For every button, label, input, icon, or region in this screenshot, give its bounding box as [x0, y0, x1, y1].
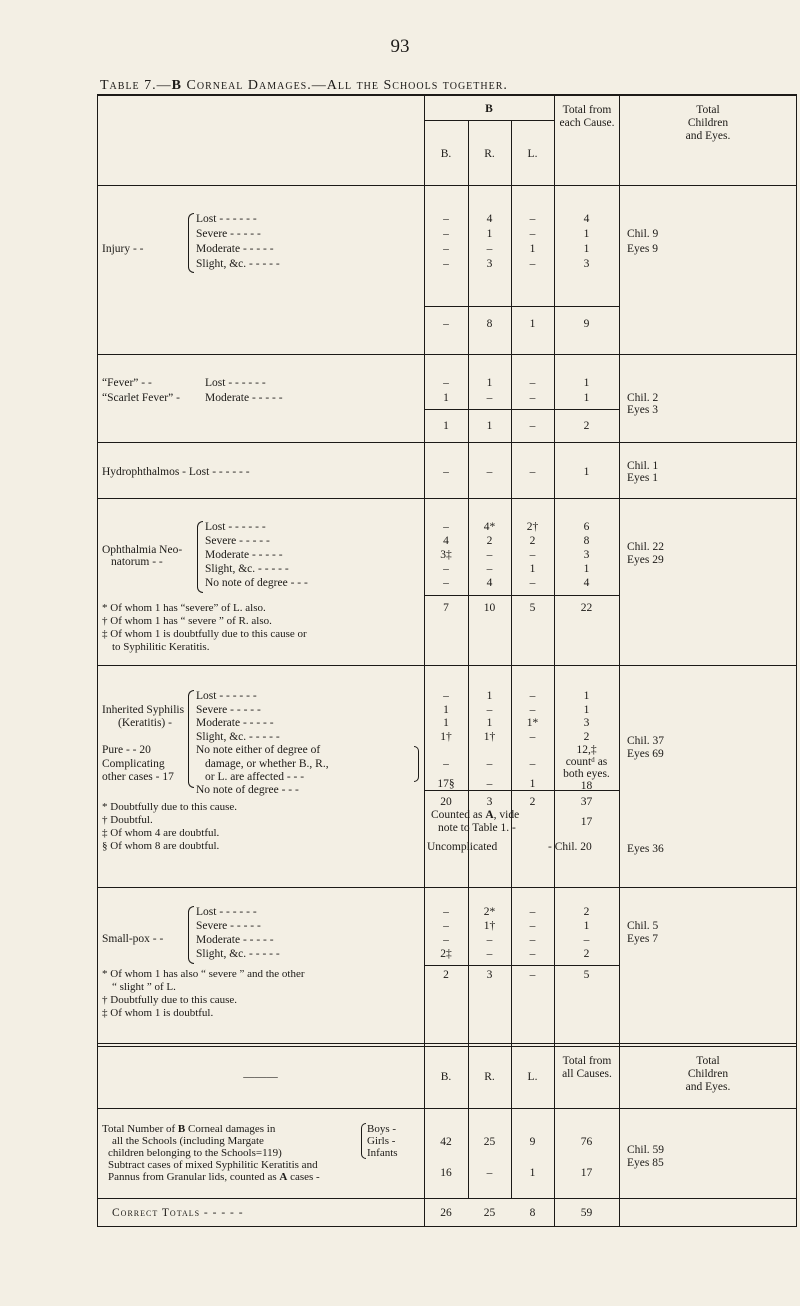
ophth-tot-1: 6 [583, 521, 590, 533]
ophth-sum-b: 7 [443, 602, 449, 614]
correct-total-r: 25 [483, 1207, 496, 1219]
hydro-b: – [443, 466, 449, 478]
totals-line-1b: Corneal damages in [188, 1123, 276, 1135]
syph-section-rule [97, 887, 797, 888]
totals-line-5b: cases - [290, 1171, 320, 1183]
footer-total-children: Total Children and Eyes. [685, 1055, 731, 1093]
injury-brace [188, 213, 194, 273]
smallpox-r-1: 2* [483, 906, 496, 918]
smallpox-tot-4: 2 [583, 948, 590, 960]
syph-r-3: 1 [486, 717, 493, 729]
fever-r-2: – [486, 392, 493, 404]
smallpox-label: Small-pox - - [102, 933, 164, 945]
injury-row-lost: Lost - - - - - - [196, 213, 257, 225]
syph-counted-text: Counted as [431, 809, 483, 821]
ophth-row-nonote: No note of degree - - - [205, 577, 308, 589]
smallpox-r-2: 1† [483, 920, 496, 932]
ophth-section-rule [97, 665, 797, 666]
header-sub-rule [424, 120, 554, 121]
table-title [100, 78, 760, 94]
col-divider-br [468, 120, 469, 1198]
syph-note-1: * Doubtfully due to this cause. [102, 801, 238, 813]
fever-eyes: Eyes 3 [627, 404, 658, 416]
correct-total-all: 59 [580, 1207, 593, 1219]
totals-line-2: all the Schools (including Margate [112, 1135, 264, 1147]
fever-sum-r: 1 [486, 420, 493, 432]
smallpox-l-2: – [529, 920, 536, 932]
totals-eyes: Eyes 85 [627, 1157, 664, 1169]
smallpox-row-severe: Severe - - - - - [196, 920, 261, 932]
syph-children: Chil. 37 [627, 735, 665, 747]
syph-b-2: 1 [443, 704, 449, 716]
totals-bgi-brace [361, 1123, 366, 1159]
injury-l-4: – [529, 258, 536, 270]
ophth-b-2: 4 [443, 535, 449, 547]
syph-note-2: † Doubtful. [102, 814, 153, 826]
syph-row-severe: Severe - - - - - [196, 704, 261, 716]
syph-sum-l: 2 [529, 796, 536, 808]
hydro-r: – [486, 466, 493, 478]
totals-line-1-symbol: B [177, 1123, 186, 1135]
page-number: 93 [390, 36, 410, 57]
totals-line-4: Subtract cases of mixed Syphilitic Keratitis and [108, 1159, 318, 1171]
injury-children: Chil. 9 [627, 228, 659, 240]
syph-b-1: – [443, 690, 449, 702]
ophth-label: Ophthalmia Neo- [102, 544, 183, 556]
smallpox-b-2: – [443, 920, 449, 932]
injury-b-2: – [443, 228, 449, 240]
smallpox-tot-1: 2 [583, 906, 590, 918]
syph-counted-vide: , vide [493, 809, 520, 821]
smallpox-brace [188, 906, 194, 964]
hydro-section-rule [97, 498, 797, 499]
fever-row-lost: Lost - - - - - - [205, 377, 266, 389]
syph-l-3: 1* [526, 717, 539, 729]
ophth-note-4: to Syphilitic Keratitis. [112, 641, 210, 653]
fever-label: “Fever” - - [102, 377, 152, 389]
injury-tot-4: 3 [583, 258, 590, 270]
ophth-row-slight: Slight, &c. - - - - - [205, 563, 289, 575]
smallpox-children: Chil. 5 [627, 920, 659, 932]
syph-tot-2: 1 [583, 704, 590, 716]
ophth-l-4: 1 [529, 563, 536, 575]
header-col-r: R. [484, 148, 495, 160]
syph-b-3: 1 [443, 717, 449, 729]
ophth-brace [197, 521, 203, 593]
footer-header-rule [97, 1108, 797, 1109]
fever-r-1: 1 [486, 377, 493, 389]
injury-r-4: 3 [486, 258, 493, 270]
ophth-sum-r: 10 [483, 602, 496, 614]
syph-l-5: – [529, 758, 536, 770]
totals-line-5a: Pannus from Granular lids, counted as [108, 1171, 277, 1183]
injury-b-3: – [443, 243, 449, 255]
injury-row-moderate: Moderate - - - - - [196, 243, 274, 255]
ophth-note-1: * Of whom 1 has “severe” of L. also. [102, 602, 266, 614]
ophth-label-2: natorum - - [111, 556, 163, 568]
hydro-tot: 1 [583, 466, 590, 478]
ophth-b-4: – [443, 563, 449, 575]
syph-tot-5: 12,‡ [576, 744, 597, 756]
injury-r-2: 1 [486, 228, 493, 240]
injury-eyes: Eyes 9 [627, 243, 658, 255]
totals-line-3: children belonging to the Schools=119) [108, 1147, 282, 1159]
title-text: Corneal Damages.—All the Schools together. [186, 78, 508, 93]
ophth-tot-3: 3 [583, 549, 590, 561]
ophth-b-3: 3‡ [440, 549, 452, 561]
fever-sum-rule [424, 409, 619, 410]
syph-brace [188, 690, 194, 788]
smallpox-sum-total: 5 [583, 969, 590, 981]
footer-total-causes: Total from all Causes. [562, 1055, 612, 1080]
totals-line-1 [102, 1123, 275, 1135]
syph-uncomplicated: Uncomplicated [427, 841, 498, 853]
totals-row2-l: 1 [529, 1167, 536, 1179]
syph-sum-b: 20 [440, 796, 452, 808]
ophth-tot-2: 8 [583, 535, 590, 547]
hydro-children: Chil. 1 [627, 460, 659, 472]
ophth-note-2: † Of whom 1 has “ severe ” of R. also. [102, 615, 272, 627]
injury-sum-b: – [443, 318, 449, 330]
smallpox-l-1: – [529, 906, 536, 918]
syph-row-nonote-degree: No note of degree - - - [196, 784, 299, 796]
ophth-tot-4: 1 [583, 563, 590, 575]
injury-tot-2: 1 [583, 228, 590, 240]
syph-r-1: 1 [486, 690, 493, 702]
injury-sum-total: 9 [583, 318, 590, 330]
totals-row2-total: 17 [580, 1167, 593, 1179]
smallpox-section-rule-2 [97, 1046, 797, 1047]
totals-row1-l: 9 [529, 1136, 536, 1148]
syph-r-2: – [486, 704, 493, 716]
hydro-label: Hydrophthalmos - Lost - - - - - - [102, 466, 250, 478]
hydro-l: – [529, 466, 536, 478]
syph-tot-6: countᵈ as [565, 756, 608, 768]
footer-dash: ——— [243, 1071, 278, 1083]
syph-r-6: – [486, 778, 493, 790]
syph-l-1: – [529, 690, 536, 702]
col-divider-total [619, 94, 620, 1227]
syph-row-nonote-3: or L. are affected - - - [205, 771, 305, 783]
fever-sum-b: 1 [443, 420, 449, 432]
syph-b-6: 17§ [437, 778, 455, 790]
fever-sum-total: 2 [583, 420, 590, 432]
header-rule [97, 185, 797, 186]
totals-rule [97, 1198, 797, 1199]
fever-children: Chil. 2 [627, 392, 659, 404]
hydro-eyes: Eyes 1 [627, 472, 658, 484]
totals-infants: Infants [367, 1147, 398, 1159]
header-group-symbol: B [485, 103, 493, 115]
smallpox-sum-rule [424, 965, 619, 966]
ophth-r-4: – [486, 563, 493, 575]
ophth-b-5: – [443, 577, 449, 589]
syph-r-5: – [486, 758, 493, 770]
ophth-r-5: 4 [486, 577, 493, 589]
syph-comp-1: Complicating [102, 758, 165, 770]
syph-label-2: (Keratitis) - [118, 717, 172, 729]
ophth-l-1: 2† [526, 521, 539, 533]
fever-tot-2: 1 [583, 392, 590, 404]
syph-uncomplicated-value: - Chil. 20 [548, 841, 592, 853]
injury-l-3: 1 [529, 243, 536, 255]
smallpox-r-4: – [486, 948, 493, 960]
syph-note-3: ‡ Of whom 4 are doubtful. [102, 827, 220, 839]
injury-sum-l: 1 [529, 318, 536, 330]
totals-children: Chil. 59 [627, 1144, 665, 1156]
smallpox-row-lost: Lost - - - - - - [196, 906, 257, 918]
ophth-l-3: – [529, 549, 536, 561]
injury-r-3: – [486, 243, 493, 255]
ophth-children: Chil. 22 [627, 541, 665, 553]
syph-r-4: 1† [483, 731, 496, 743]
injury-sum-rule [424, 306, 619, 307]
ophth-sum-rule [424, 595, 619, 596]
totals-row1-total: 76 [580, 1136, 593, 1148]
ophth-r-1: 4* [483, 521, 496, 533]
correct-total-l: 8 [529, 1207, 536, 1219]
totals-line-5 [108, 1171, 320, 1183]
syph-counted [431, 809, 519, 821]
smallpox-tot-2: 1 [583, 920, 590, 932]
footer-col-r: R. [484, 1071, 495, 1083]
smallpox-l-4: – [529, 948, 536, 960]
ophth-r-2: 2 [486, 535, 493, 547]
syph-note-4: § Of whom 8 are doubtful. [102, 840, 220, 852]
smallpox-section-rule-1 [97, 1043, 797, 1044]
injury-row-severe: Severe - - - - - [196, 228, 261, 240]
ophth-row-moderate: Moderate - - - - - [205, 549, 283, 561]
scarlet-fever-label: “Scarlet Fever” - [102, 392, 180, 404]
injury-r-1: 4 [486, 213, 493, 225]
syph-tot-7: both eyes. [563, 768, 610, 780]
injury-b-4: – [443, 258, 449, 270]
smallpox-row-moderate: Moderate - - - - - [196, 934, 274, 946]
smallpox-sum-l: – [529, 969, 536, 981]
footer-col-l: L. [527, 1071, 538, 1083]
correct-total-b: 26 [440, 1207, 452, 1219]
fever-b-1: – [443, 377, 449, 389]
ophth-b-1: – [443, 521, 449, 533]
syph-row-moderate: Moderate - - - - - [196, 717, 274, 729]
smallpox-sum-b: 2 [443, 969, 449, 981]
syph-row-nonote-1: No note either of degree of [196, 744, 321, 756]
header-total-children: Total Children and Eyes. [685, 104, 731, 142]
totals-boys: Boys - [367, 1123, 397, 1135]
fever-b-2: 1 [443, 392, 449, 404]
syph-eyes-uncomplicated: Eyes 36 [627, 843, 664, 855]
ophth-sum-total: 22 [580, 602, 593, 614]
totals-row1-b: 42 [440, 1136, 452, 1148]
syph-counted-note: note to Table 1. - [438, 822, 516, 834]
totals-row2-r: – [486, 1167, 493, 1179]
smallpox-b-3: – [443, 934, 449, 946]
syph-sum-total: 37 [580, 796, 593, 808]
syph-counted-symbol: A [485, 809, 494, 821]
syph-row-lost: Lost - - - - - - [196, 690, 257, 702]
ophth-row-severe: Severe - - - - - [205, 535, 270, 547]
totals-girls: Girls - [367, 1135, 396, 1147]
smallpox-note-2: “ slight ” of L. [112, 981, 176, 993]
smallpox-b-1: – [443, 906, 449, 918]
syph-row-slight: Slight, &c. - - - - - [196, 731, 280, 743]
injury-b-1: – [443, 213, 449, 225]
fever-l-2: – [529, 392, 536, 404]
syph-b-4: 1† [440, 731, 452, 743]
ophth-l-5: – [529, 577, 536, 589]
title-prefix: Table 7.— [100, 78, 172, 93]
title-symbol: B [171, 78, 183, 93]
totals-row2-b: 16 [440, 1167, 452, 1179]
syph-comp-2: other cases - 17 [102, 771, 174, 783]
syph-label: Inherited Syphilis [102, 704, 185, 716]
syph-tot-4: 2 [583, 731, 590, 743]
injury-label: Injury - - [102, 243, 144, 255]
fever-row-moderate: Moderate - - - - - [205, 392, 283, 404]
syph-l-4: – [529, 731, 536, 743]
syph-right-brace [414, 746, 419, 782]
syph-tot-1: 1 [583, 690, 590, 702]
syph-tot-8: 18 [580, 780, 593, 792]
ophth-note-3: ‡ Of whom 1 is doubtfully due to this cause or [102, 628, 307, 640]
syph-sum-r: 3 [486, 796, 493, 808]
injury-tot-3: 1 [583, 243, 590, 255]
syph-l-2: – [529, 704, 536, 716]
smallpox-note-4: ‡ Of whom 1 is doubtful. [102, 1007, 214, 1019]
smallpox-sum-r: 3 [486, 969, 493, 981]
syph-row-nonote-2: damage, or whether B., R., [205, 758, 329, 770]
ophth-tot-5: 4 [583, 577, 590, 589]
correct-totals-label: Correct Totals - - - - - [112, 1207, 244, 1219]
fever-sum-l: – [529, 420, 536, 432]
injury-l-1: – [529, 213, 536, 225]
smallpox-note-3: † Doubtfully due to this cause. [102, 994, 238, 1006]
header-total-cause: Total from each Cause. [559, 104, 615, 129]
injury-sum-r: 8 [486, 318, 493, 330]
fever-tot-1: 1 [583, 377, 590, 389]
injury-section-rule [97, 354, 797, 355]
smallpox-row-slight: Slight, &c. - - - - - [196, 948, 280, 960]
ophth-l-2: 2 [529, 535, 536, 547]
footer-col-b: B. [440, 1071, 452, 1083]
ophth-eyes: Eyes 29 [627, 554, 664, 566]
col-divider-rl [511, 120, 512, 1198]
smallpox-note-1: * Of whom 1 has also “ severe ” and the other [102, 968, 305, 980]
syph-l-6: 1 [529, 778, 536, 790]
totals-row1-r: 25 [483, 1136, 496, 1148]
syph-b-5: – [443, 758, 449, 770]
injury-tot-1: 4 [583, 213, 590, 225]
fever-section-rule [97, 442, 797, 443]
syph-eyes: Eyes 69 [627, 748, 664, 760]
fever-l-1: – [529, 377, 536, 389]
syph-tot-3: 3 [583, 717, 590, 729]
totals-line-1a: Total Number of [102, 1123, 176, 1135]
syph-counted-value: 17 [580, 816, 593, 828]
ophth-row-lost: Lost - - - - - - [205, 521, 266, 533]
totals-line-5-symbol: A [279, 1171, 288, 1183]
ophth-sum-l: 5 [529, 602, 536, 614]
syph-pure: Pure - - 20 [102, 744, 151, 756]
ophth-r-3: – [486, 549, 493, 561]
injury-l-2: – [529, 228, 536, 240]
header-col-l: L. [527, 148, 538, 160]
smallpox-tot-3: – [583, 934, 590, 946]
smallpox-r-3: – [486, 934, 493, 946]
smallpox-l-3: – [529, 934, 536, 946]
smallpox-eyes: Eyes 7 [627, 933, 658, 945]
header-col-b: B. [440, 148, 452, 160]
smallpox-b-4: 2‡ [440, 948, 452, 960]
injury-row-slight: Slight, &c. - - - - - [196, 258, 280, 270]
